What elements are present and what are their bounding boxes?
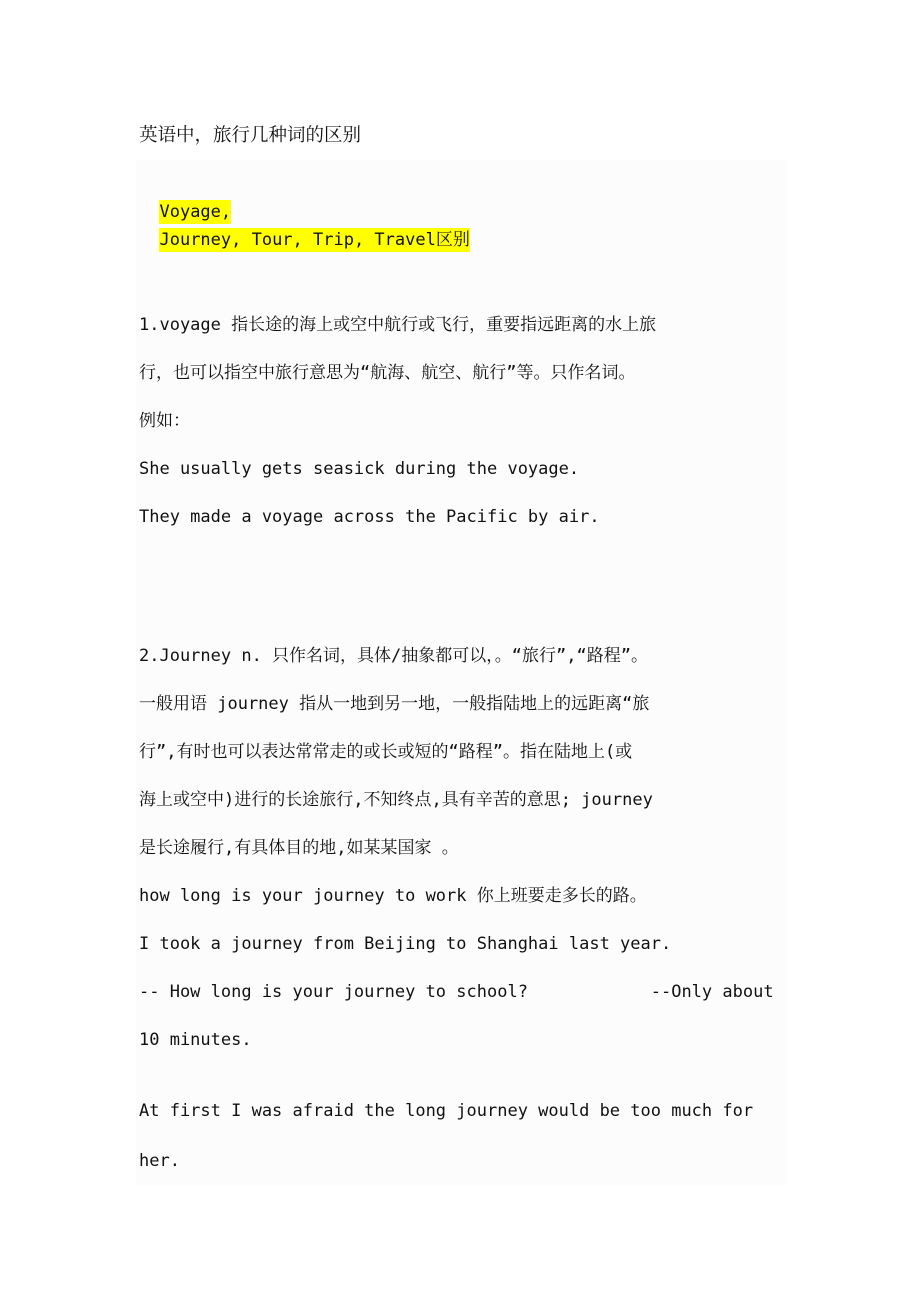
voyage-paragraph-line-3: 例如： bbox=[139, 411, 190, 431]
journey-paragraph-line-1: 2.Journey n. 只作名词，具体/抽象都可以，。“旅行”,“路程”。 bbox=[139, 646, 648, 666]
voyage-paragraph-line-2: 行，也可以指空中旅行意思为“航海、航空、航行”等。只作名词。 bbox=[139, 363, 636, 383]
journey-example-3-line-1: At first I was afraid the long journey would be too much for bbox=[139, 1101, 754, 1121]
journey-example-2: I took a journey from Beijing to Shanghai last year. bbox=[139, 934, 672, 954]
voyage-example-2: They made a voyage across the Pacific by air. bbox=[139, 507, 600, 527]
journey-paragraph-line-2: 一般用语 journey 指从一地到另一地，一般指陆地上的远距离“旅 bbox=[139, 694, 650, 714]
journey-example-1: how long is your journey to work 你上班要走多长的路。 bbox=[139, 886, 647, 906]
highlighted-subtitle-part-2: Journey, Tour, Trip, Travel区别 bbox=[159, 230, 470, 250]
journey-example-3-line-2: her. bbox=[139, 1151, 180, 1171]
page-title: 英语中，旅行几种词的区别 bbox=[139, 125, 362, 146]
journey-paragraph-line-5: 是长途履行,有具体目的地,如某某国家 。 bbox=[139, 838, 459, 858]
journey-paragraph-line-4: 海上或空中)进行的长途旅行,不知终点,具有辛苦的意思; journey bbox=[139, 790, 653, 810]
voyage-paragraph-line-1: 1.voyage 指长途的海上或空中航行或飞行，重要指远距离的水上旅 bbox=[139, 315, 657, 335]
highlighted-subtitle-part-1: Voyage, bbox=[159, 202, 232, 222]
journey-dialogue-line-1: -- How long is your journey to school? --Only about bbox=[139, 982, 774, 1002]
highlighted-subtitle bbox=[139, 170, 470, 250]
journey-dialogue-line-2: 10 minutes. bbox=[139, 1030, 252, 1050]
journey-paragraph-line-3: 行”,有时也可以表达常常走的或长或短的“路程”。指在陆地上(或 bbox=[139, 742, 633, 762]
voyage-example-1: She usually gets seasick during the voyage. bbox=[139, 459, 580, 479]
